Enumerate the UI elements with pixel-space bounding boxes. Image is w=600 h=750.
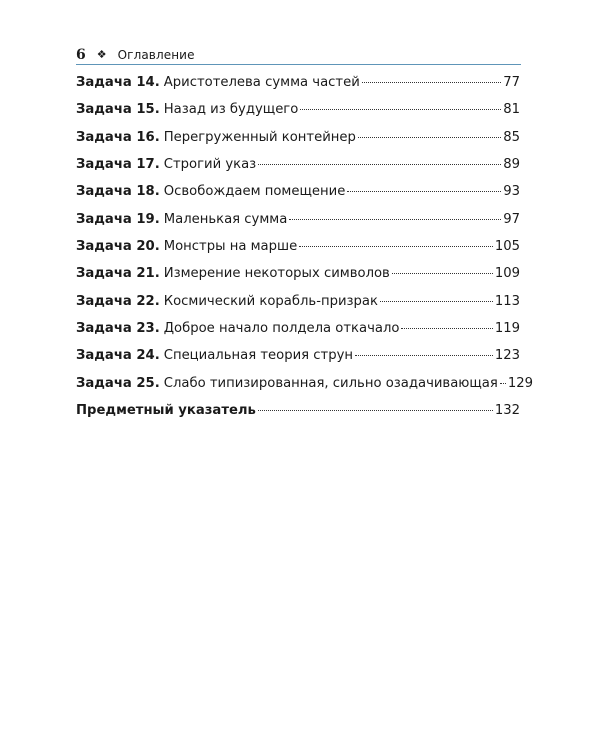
entry-page-number: 105: [494, 239, 520, 255]
entry-page-number: 89: [503, 157, 520, 173]
entry-prefix: Задача 20.: [76, 239, 160, 255]
entry-page-number: 85: [503, 129, 520, 145]
toc-entry[interactable]: [76, 129, 520, 156]
header-rule: [76, 64, 521, 65]
toc-entry[interactable]: [76, 293, 520, 320]
toc-entry-index[interactable]: [76, 402, 520, 429]
dot-leader: [258, 410, 493, 411]
entry-title: Измерение некоторых символов: [163, 266, 390, 282]
toc-entry[interactable]: [76, 238, 520, 265]
toc-entry[interactable]: [76, 156, 520, 183]
toc-entry[interactable]: [76, 101, 520, 128]
entry-page-number: 77: [503, 75, 520, 90]
dot-leader: [299, 246, 493, 247]
dot-leader: [347, 191, 501, 192]
entry-page-number: 97: [503, 211, 520, 227]
toc-entry[interactable]: [76, 320, 520, 347]
toc-entry[interactable]: [76, 347, 520, 374]
entry-title: Перегруженный контейнер: [163, 129, 356, 145]
diamond-ornament-icon: ❖: [96, 48, 107, 61]
entry-prefix: Задача 14.: [76, 75, 160, 90]
table-of-contents: [76, 74, 533, 429]
entry-prefix: Задача 18.: [76, 184, 160, 200]
entry-prefix: Задача 25.: [76, 375, 160, 391]
dot-leader: [258, 164, 501, 165]
entry-page-number: 93: [503, 184, 520, 200]
dot-leader: [358, 137, 501, 138]
toc-entry[interactable]: [76, 211, 520, 238]
entry-page-number: 119: [494, 321, 520, 337]
entry-title: Освобождаем помещение: [163, 184, 346, 200]
dot-leader: [392, 273, 493, 274]
dot-leader: [362, 82, 501, 83]
entry-title: Аристотелева сумма частей: [163, 75, 360, 90]
entry-page-number: 113: [494, 293, 520, 309]
entry-title: Предметный указатель: [76, 403, 256, 419]
entry-title: Строгий указ: [163, 157, 257, 173]
entry-prefix: Задача 16.: [76, 129, 160, 145]
toc-entry[interactable]: [76, 265, 520, 292]
entry-prefix: Задача 21.: [76, 266, 160, 282]
section-title: Оглавление: [117, 48, 195, 62]
entry-title: Слабо типизированная, сильно озадачивающая: [163, 375, 498, 391]
entry-page-number: 129: [507, 375, 533, 391]
entry-title: Специальная теория струн: [163, 348, 353, 364]
toc-entry[interactable]: [76, 74, 520, 101]
running-header: [76, 44, 521, 62]
entry-prefix: Задача 15.: [76, 102, 160, 118]
dot-leader: [300, 109, 501, 110]
entry-prefix: Задача 24.: [76, 348, 160, 364]
entry-prefix: Задача 23.: [76, 321, 160, 337]
entry-title: Назад из будущего: [163, 102, 299, 118]
entry-page-number: 81: [503, 102, 520, 118]
entry-title: Маленькая сумма: [163, 211, 288, 227]
dot-leader: [401, 328, 492, 329]
dot-leader: [500, 383, 506, 384]
page-number: 6: [76, 47, 86, 63]
toc-entry[interactable]: [76, 183, 520, 210]
entry-title: Монстры на марше: [163, 239, 298, 255]
entry-prefix: Задача 17.: [76, 157, 160, 173]
dot-leader: [289, 219, 501, 220]
dot-leader: [380, 301, 493, 302]
entry-title: Доброе начало полдела откачало: [163, 321, 400, 337]
toc-entry[interactable]: [76, 375, 533, 402]
entry-title: Космический корабль-призрак: [163, 293, 378, 309]
entry-page-number: 123: [494, 348, 520, 364]
entry-page-number: 109: [494, 266, 520, 282]
entry-page-number: 132: [494, 403, 520, 419]
entry-prefix: Задача 22.: [76, 293, 160, 309]
dot-leader: [355, 355, 493, 356]
entry-prefix: Задача 19.: [76, 211, 160, 227]
